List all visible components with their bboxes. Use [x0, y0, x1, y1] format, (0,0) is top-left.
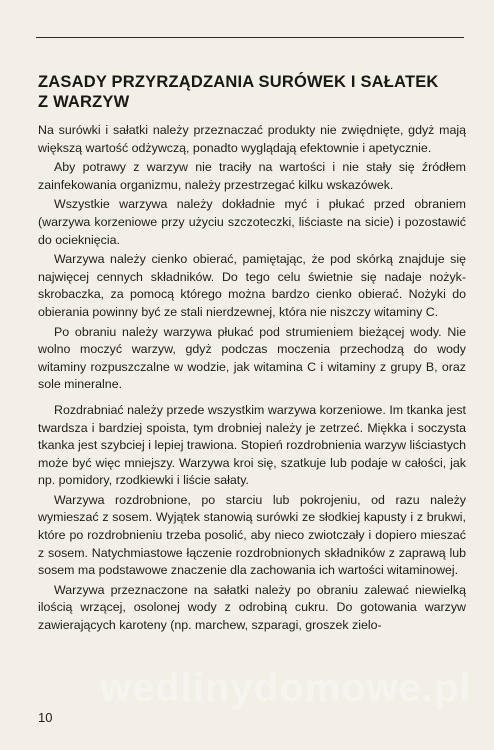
paragraph: Po obraniu należy warzywa płukać pod strumieniem bieżącej wody. Nie wolno moczyć warzyw, gdyż podczas moczenia przechodzą do wody witaminy rozpuszczalne w wodzie, jak witamina C i witaminy z grupy B, oraz sole mineralne.	[38, 324, 466, 392]
chapter-heading	[38, 72, 468, 112]
watermark: wedlinydomowe.pl	[100, 666, 472, 710]
paragraph: Warzywa rozdrobnione, po starciu lub pokrojeniu, od razu należy wymieszać z sosem. Wyjątek stanowią surówki ze słodkiej kapusty i z brukwi, które po rozdrobnieniu trzeba posolić, aby nieco zwiotczały i dopiero mieszać z sosem. Natychmiastowe łączenie rozdrobnionych składników z zaprawą lub sosem ma podstawowe znaczenie dla zachowania ich wartości witaminowej.	[38, 492, 466, 578]
body-text	[38, 122, 466, 637]
paragraph: Warzywa należy cienko obierać, pamiętając, że pod skórką znajduje się najwięcej cennych składników. Do tego celu świetnie się nadaje nożyk-skrobaczka, za pomocą którego można bardzo cienko obierać. Nożyki do obierania powinny być ze stali nierdzewnej, która nie niszczy witaminy C.	[38, 252, 466, 319]
paragraph: Wszystkie warzywa należy dokładnie myć i płukać przed obraniem (warzywa korzeniowe przy użyciu szczoteczki, liściaste na sicie) i pozostawić do ocieknięcia.	[38, 197, 466, 247]
top-rule	[36, 37, 464, 38]
paragraph: Na surówki i sałatki należy przeznaczać produkty nie zwiędnięte, gdyż mają większą wartość odżywczą, ponadto wyglądają efektownie i apetycznie.	[38, 123, 466, 155]
chapter-heading-line-2: Z WARZYW	[38, 93, 130, 111]
paragraph: Warzywa przeznaczone na sałatki należy po obraniu zalewać niewielką ilością wrzącej, osolonej wody z odrobiną cukru. Do gotowania warzyw zawierających karoteny (np. marchew, szparagi, groszek zielo-	[38, 582, 466, 633]
paragraph: Rozdrabniać należy przede wszystkim warzywa korzeniowe. Im tkanka jest twardsza i bardziej spoista, tym drobniej należy je zetrzeć. Miękka i soczysta tkanka jest szybciej i lepiej trawiona. Stopień rozdrobnienia warzyw liściastych może być więc mniejszy. Warzywa kroi się, szatkuje lub podaje w całości, jak np. pomidory, rzodkiewki i liście sałaty.	[38, 402, 466, 488]
chapter-heading-line-1: ZASADY PRZYRZĄDZANIA SURÓWEK I SAŁATEK	[38, 73, 439, 91]
paragraph: Aby potrawy z warzyw nie traciły na wartości i nie stały się źródłem zainfekowania organizmu, należy przestrzegać kilku wskazówek.	[38, 160, 466, 192]
page-number: 10	[38, 710, 53, 725]
